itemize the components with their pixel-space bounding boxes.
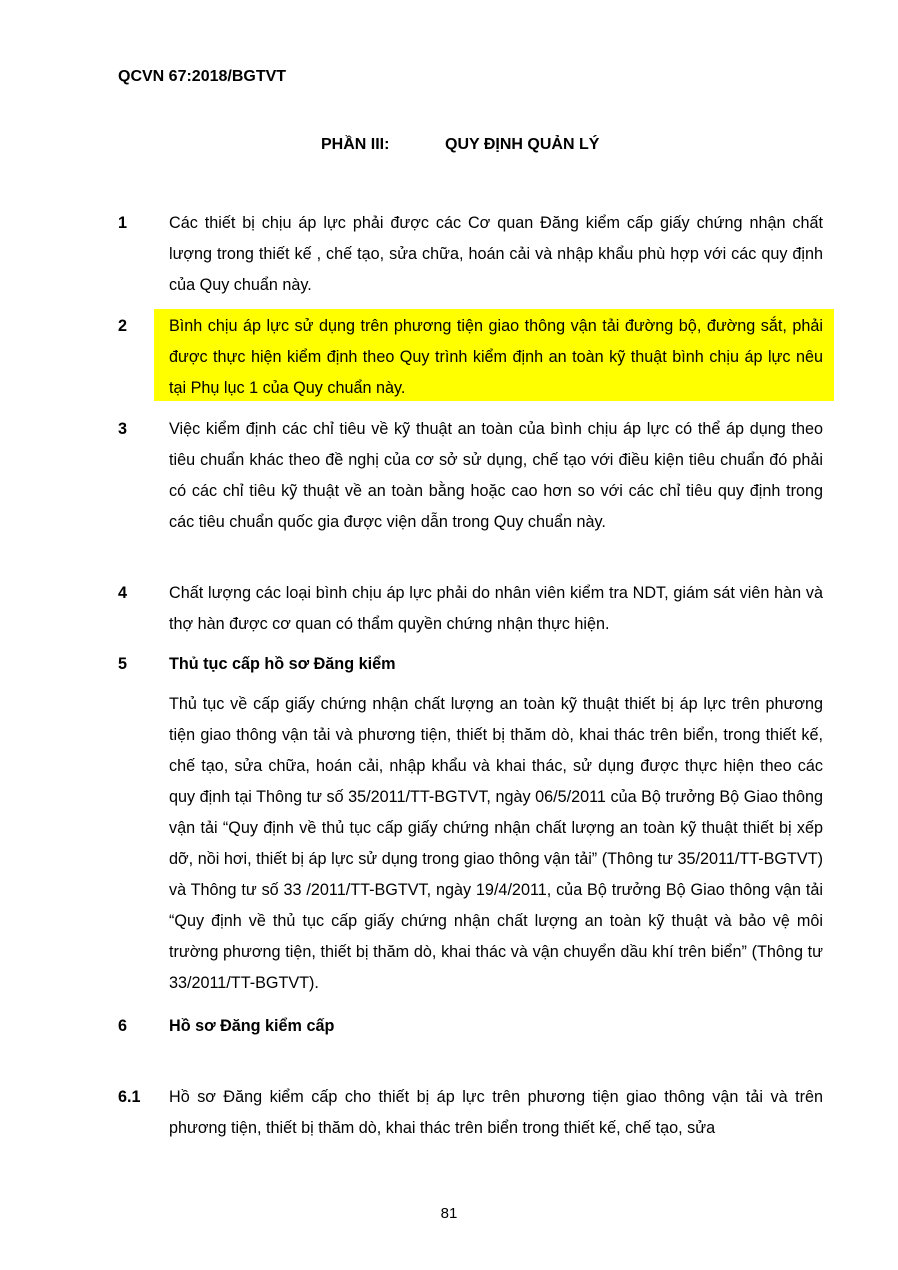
clause-2 xyxy=(118,311,838,404)
clause-4 xyxy=(118,578,838,640)
clause-text: Các thiết bị chịu áp lực phải được các Cơ quan Đăng kiểm cấp giấy chứng nhận chất lượng trong thiết kế , chế tạo, sửa chữa, hoán cải và nhập khẩu phù hợp với các quy định của Quy chuẩn này. xyxy=(169,214,823,294)
clause-text: Bình chịu áp lực sử dụng trên phương tiện giao thông vận tải đường bộ, đường sắt, phải được thực hiện kiểm định theo Quy trình kiểm định an toàn kỹ thuật bình chịu áp lực nêu tại Phụ lục 1 của Quy chuẩn này. xyxy=(169,317,823,397)
clause-number: 5 xyxy=(118,655,128,673)
page-number: 81 xyxy=(440,1205,458,1222)
clause-number: 6 xyxy=(118,1017,128,1035)
clause-6-1 xyxy=(118,1082,838,1144)
part-label: PHẦN III: xyxy=(321,136,390,153)
clause-number: 3 xyxy=(118,420,128,438)
clause-number: 1 xyxy=(118,214,128,232)
clause-heading: Hồ sơ Đăng kiểm cấp xyxy=(169,1017,335,1035)
part-title: QUY ĐỊNH QUẢN LÝ xyxy=(445,136,600,153)
clause-text: Việc kiểm định các chỉ tiêu về kỹ thuật an toàn của bình chịu áp lực có thể áp dụng theo tiêu chuẩn khác theo đề nghị của cơ sở sử dụng, chế tạo với điều kiện tiêu chuẩn đó phải có các chỉ tiêu kỹ thuật về an toàn bằng hoặc cao hơn so với các chỉ tiêu quy định trong các tiêu chuẩn quốc gia được viện dẫn trong Quy chuẩn này. xyxy=(169,420,823,531)
clause-heading: Thủ tục cấp hồ sơ Đăng kiểm xyxy=(169,655,396,673)
clause-5-paragraph: Thủ tục về cấp giấy chứng nhận chất lượng an toàn kỹ thuật thiết bị áp lực trên phương tiện giao thông vận tải và phương tiện, thiết bị thăm dò, khai thác trên biển, trong thiết kế, chế tạo, sửa chữa, hoán cải, nhập khẩu và khai thác, sử dụng được thực hiện theo các quy định tại Thông tư số 35/2011/TT-BGTVT, ngày 06/5/2011 của Bộ trưởng Bộ Giao thông vận tải “Quy định về thủ tục cấp giấy chứng nhận chất lượng an toàn kỹ thuật thiết bị xếp dỡ, nồi hơi, thiết bị áp lực sử dụng trong giao thông vận tải” (Thông tư 35/2011/TT-BGTVT) và Thông tư số 33 /2011/TT-BGTVT, ngày 19/4/2011, của Bộ trưởng Bộ Giao thông vận tải “Quy định về thủ tục cấp giấy chứng nhận chất lượng an toàn kỹ thuật và bảo vệ môi trường phương tiện, thiết bị thăm dò, khai thác và vận chuyển dầu khí trên biển” (Thông tư 33/2011/TT-BGTVT). xyxy=(169,695,823,992)
clause-3 xyxy=(118,414,838,538)
clause-1 xyxy=(118,208,838,301)
clause-5-heading xyxy=(118,649,838,680)
clause-text: Hồ sơ Đăng kiểm cấp cho thiết bị áp lực trên phương tiện giao thông vận tải và trên phương tiện, thiết bị thăm dò, khai thác trên biển trong thiết kế, chế tạo, sửa xyxy=(169,1088,823,1137)
part-heading xyxy=(321,136,599,154)
document-code: QCVN 67:2018/BGTVT xyxy=(118,68,287,85)
clause-text: Chất lượng các loại bình chịu áp lực phải do nhân viên kiểm tra NDT, giám sát viên hàn và thợ hàn được cơ quan có thẩm quyền chứng nhận thực hiện. xyxy=(169,584,823,633)
clause-number: 2 xyxy=(118,317,128,335)
clause-number: 4 xyxy=(118,584,128,602)
clause-number: 6.1 xyxy=(118,1088,141,1106)
clause-6-heading xyxy=(118,1011,838,1042)
